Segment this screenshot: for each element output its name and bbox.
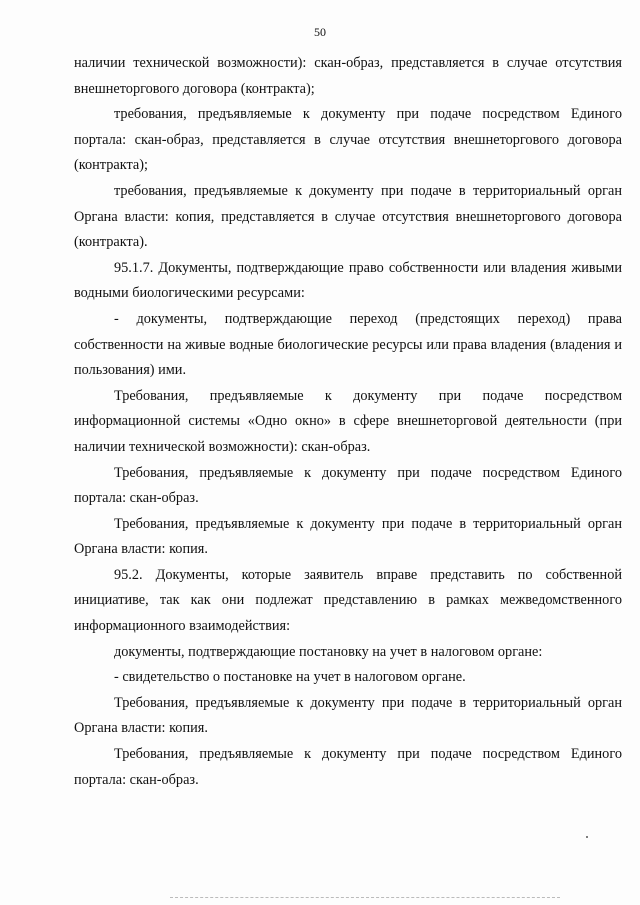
page-number: 50 xyxy=(314,25,326,39)
scan-edge-line xyxy=(170,897,560,899)
paragraph-1: наличии технической возможности): скан-образ, представляется в случае отсутствия внешнеторгового договора (контракта); xyxy=(74,55,622,97)
paragraph-7: Требования, предъявляемые к документу при подаче посредством Единого портала: скан-образ. xyxy=(74,464,622,507)
paragraph-12: Требования, предъявляемые к документу при подаче в территориальный орган Органа власти: копия. xyxy=(74,694,622,737)
paragraph-5: - документы, подтверждающие переход (предстоящих переход) права собственности на живые водные биологические ресурсы или права владения (владения и пользования) ими. xyxy=(74,310,622,379)
paragraph-9: 95.2. Документы, которые заявитель вправе представить по собственной инициативе, так как они подлежат представлению в рамках межведомственного информационного взаимодействия: xyxy=(74,566,622,635)
paragraph-13: Требования, предъявляемые к документу при подаче посредством Единого портала: скан-образ. xyxy=(74,746,622,788)
document-body xyxy=(74,51,622,793)
paragraph-8: Требования, предъявляемые к документу при подаче в территориальный орган Органа власти: копия. xyxy=(74,515,622,558)
paragraph-11: - свидетельство о постановке на учет в налоговом органе. xyxy=(114,669,466,686)
paragraph-3: требования, предъявляемые к документу при подаче в территориальный орган Органа власти: копия, представляется в случае отсутствия внешнеторгового договора (контракта). xyxy=(74,182,622,251)
scan-speck xyxy=(586,836,588,838)
paragraph-2: требования, предъявляемые к документу при подаче посредством Единого портала: скан-образ, представляется в случае отсутствия внешнеторгового договора (контракта); xyxy=(74,106,622,174)
paragraph-4: 95.1.7. Документы, подтверждающие право собственности или владения живыми водными биологическими ресурсами: xyxy=(74,259,622,302)
paragraph-6: Требования, предъявляемые к документу при подаче посредством информационной системы «Одно окно» в сфере внешнеторговой деятельности (при наличии технической возможности): скан-образ. xyxy=(74,387,622,455)
paragraph-10: документы, подтверждающие постановку на учет в налоговом органе: xyxy=(114,643,543,660)
